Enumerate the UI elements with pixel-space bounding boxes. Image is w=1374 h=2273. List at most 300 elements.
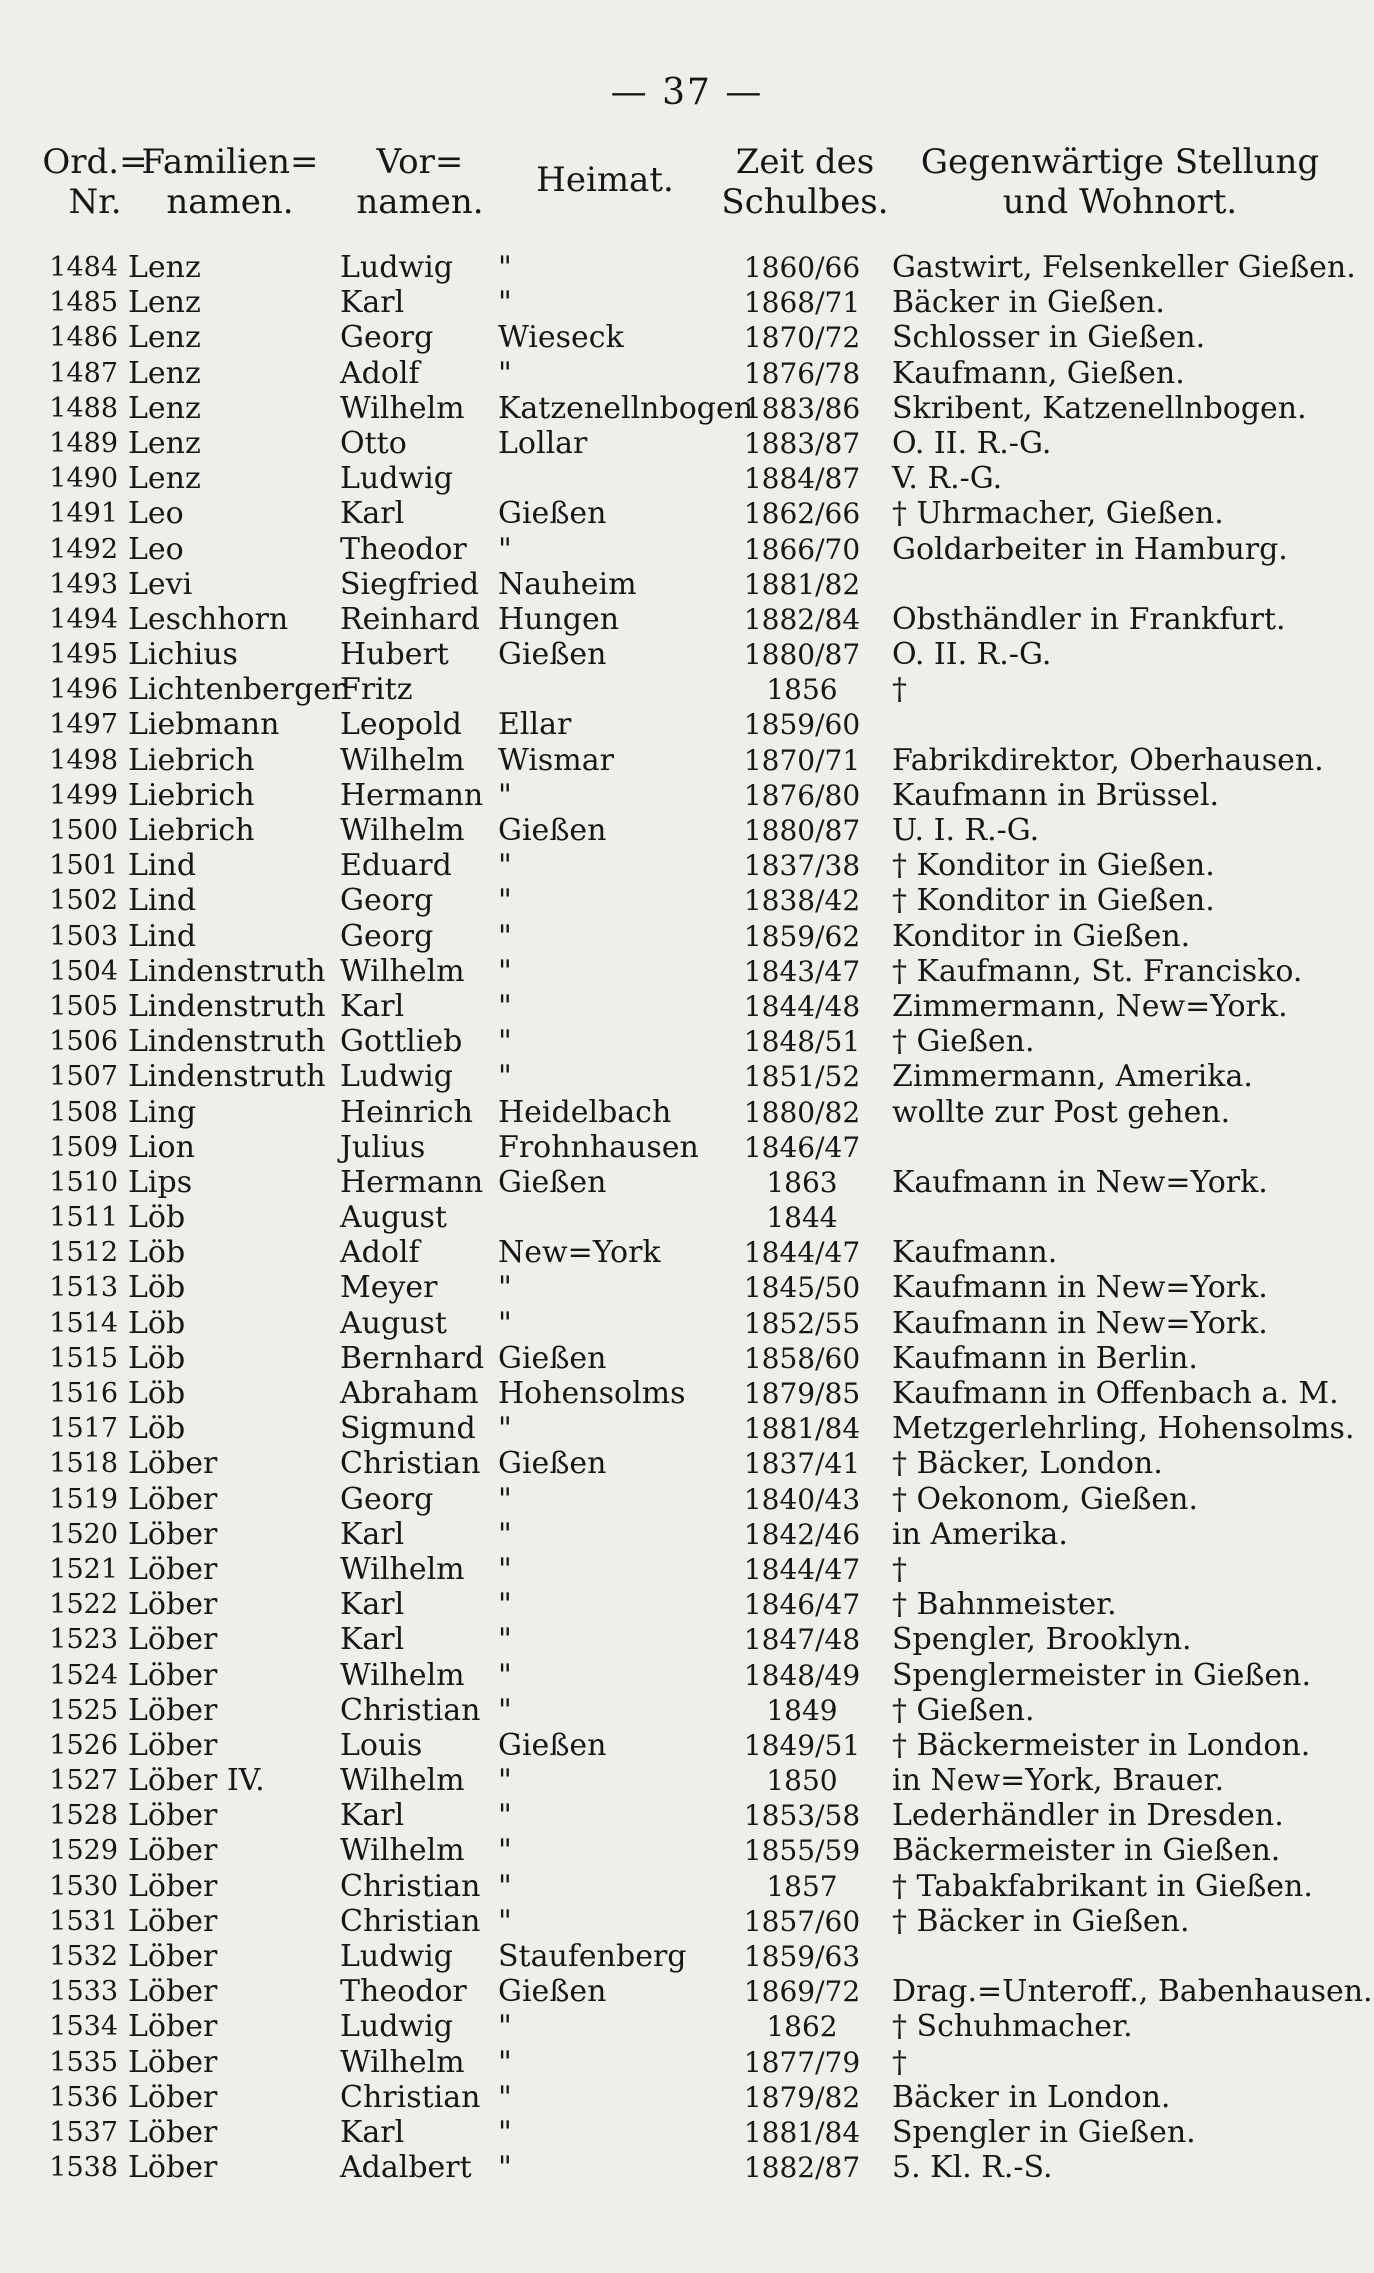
row-stellung: Drag.=Unteroff., Babenhausen. <box>892 1974 1373 2010</box>
table-row <box>0 1833 1374 1868</box>
row-heimat: " <box>498 1868 512 1904</box>
row-stellung: 5. Kl. R.-S. <box>892 2150 1053 2186</box>
table-row <box>0 1306 1374 1341</box>
row-stellung: Skribent, Katzenellnbogen. <box>892 390 1307 426</box>
row-number: 1533 <box>49 1976 118 2008</box>
table-row <box>0 1552 1374 1587</box>
row-vorname: Georg <box>340 918 434 954</box>
row-familienname: Löber <box>128 1868 218 1904</box>
row-zeit: 1842/46 <box>743 1517 861 1551</box>
row-vorname: Ludwig <box>340 2009 453 2045</box>
table-row <box>0 1728 1374 1763</box>
row-vorname: Wilhelm <box>340 1657 465 1693</box>
table-row <box>0 672 1374 707</box>
row-heimat: Ellar <box>498 707 572 743</box>
row-vorname: Karl <box>340 285 405 321</box>
row-familienname: Löb <box>128 1305 186 1341</box>
row-familienname: Lichius <box>128 637 238 673</box>
row-stellung: Spengler, Brooklyn. <box>892 1622 1192 1658</box>
table-row <box>0 2045 1374 2080</box>
row-heimat: Heidelbach <box>498 1094 672 1130</box>
row-vorname: Adolf <box>340 355 420 391</box>
row-familienname: Löb <box>128 1270 186 1306</box>
row-familienname: Löber <box>128 1974 218 2010</box>
row-number: 1491 <box>49 498 118 530</box>
row-zeit: 1845/50 <box>743 1271 861 1305</box>
row-zeit: 1884/87 <box>743 462 861 496</box>
table-row <box>0 883 1374 918</box>
row-number: 1499 <box>49 779 118 811</box>
row-familienname: Lenz <box>128 320 201 356</box>
row-heimat: " <box>498 1657 512 1693</box>
row-heimat: Gießen <box>498 1446 607 1482</box>
row-familienname: Lips <box>128 1164 193 1200</box>
row-heimat: " <box>498 2114 512 2150</box>
table-row <box>0 743 1374 778</box>
row-zeit: 1850 <box>766 1764 838 1798</box>
row-heimat: New=York <box>498 1235 661 1271</box>
row-zeit: 1859/63 <box>743 1940 861 1973</box>
row-heimat: " <box>498 1305 512 1341</box>
row-vorname: Ludwig <box>340 1059 453 1095</box>
table-row <box>0 1693 1374 1728</box>
row-familienname: Lind <box>128 918 197 954</box>
row-vorname: Leopold <box>340 707 462 743</box>
row-number: 1488 <box>49 392 118 424</box>
row-familienname: Löber <box>128 1516 218 1552</box>
row-zeit: 1880/87 <box>743 814 861 847</box>
table-row <box>0 320 1374 355</box>
row-vorname: Karl <box>340 496 405 532</box>
row-heimat: " <box>498 1587 512 1623</box>
row-zeit: 1838/42 <box>743 884 861 918</box>
row-vorname: Adolf <box>340 1235 420 1271</box>
row-number: 1500 <box>49 815 118 846</box>
table-row <box>0 2150 1374 2185</box>
row-number: 1504 <box>49 955 118 987</box>
row-heimat: Lollar <box>498 425 588 461</box>
row-heimat: " <box>498 1903 512 1939</box>
row-zeit: 1879/82 <box>743 2080 861 2114</box>
row-number: 1514 <box>49 1307 118 1339</box>
row-number: 1494 <box>49 603 118 635</box>
row-stellung: in Amerika. <box>892 1516 1068 1552</box>
row-zeit: 1852/55 <box>743 1306 861 1340</box>
row-zeit: 1876/78 <box>743 356 861 390</box>
row-heimat: Hohensolms <box>498 1376 686 1411</box>
row-zeit: 1879/85 <box>743 1377 861 1410</box>
row-heimat: Gießen <box>498 813 607 848</box>
row-number: 1487 <box>49 357 118 389</box>
row-familienname: Lenz <box>128 461 201 497</box>
row-zeit: 1862 <box>766 2010 838 2044</box>
table-row <box>0 496 1374 531</box>
row-stellung: Kaufmann in New=York. <box>892 1270 1268 1306</box>
row-zeit: 1844/48 <box>743 989 861 1023</box>
row-vorname: Georg <box>340 883 434 919</box>
row-stellung: Kaufmann in New=York. <box>892 1164 1268 1200</box>
row-vorname: Otto <box>340 425 407 461</box>
table-row <box>0 1270 1374 1305</box>
row-familienname: Löber <box>128 2114 218 2150</box>
row-zeit: 1863 <box>766 1165 838 1199</box>
table-row <box>0 778 1374 813</box>
row-heimat: " <box>498 848 512 884</box>
row-zeit: 1881/84 <box>743 1412 861 1446</box>
row-familienname: Lind <box>128 848 197 884</box>
row-familienname: Löber <box>128 1551 218 1587</box>
row-vorname: Christian <box>340 1446 481 1482</box>
row-number: 1519 <box>49 1483 118 1515</box>
header-ord-nr: Ord.= Nr. <box>42 142 148 222</box>
row-number: 1495 <box>49 639 118 671</box>
row-number: 1492 <box>49 533 118 565</box>
row-familienname: Löber <box>128 1446 218 1482</box>
table-row <box>0 1446 1374 1481</box>
row-stellung: † Gießen. <box>892 1024 1035 1060</box>
row-stellung: † Bäcker, London. <box>892 1446 1163 1482</box>
row-zeit: 1880/82 <box>743 1095 861 1129</box>
row-heimat: Gießen <box>498 496 607 532</box>
row-number: 1534 <box>49 2011 118 2043</box>
row-stellung: Spenglermeister in Gießen. <box>892 1657 1312 1693</box>
table-row <box>0 637 1374 672</box>
row-heimat: " <box>498 988 512 1024</box>
row-familienname: Lion <box>128 1129 195 1165</box>
row-zeit: 1849/51 <box>743 1728 861 1762</box>
row-number: 1501 <box>49 850 118 882</box>
row-stellung: † Konditor in Gießen. <box>892 883 1215 919</box>
table-row <box>0 1869 1374 1904</box>
row-stellung: Konditor in Gießen. <box>892 918 1191 954</box>
row-number: 1493 <box>49 568 118 600</box>
row-heimat: Nauheim <box>498 566 637 602</box>
row-vorname: Adalbert <box>340 2150 472 2186</box>
row-stellung: O. II. R.-G. <box>892 425 1052 461</box>
row-vorname: Heinrich <box>340 1094 473 1130</box>
row-number: 1498 <box>49 744 118 776</box>
row-zeit: 1882/87 <box>743 2151 861 2185</box>
row-vorname: August <box>340 1200 447 1236</box>
row-familienname: Liebrich <box>128 813 255 848</box>
row-number: 1535 <box>49 2046 118 2078</box>
row-stellung: † Oekonom, Gießen. <box>892 1481 1198 1517</box>
row-vorname: Wilhelm <box>340 813 465 848</box>
row-vorname: Georg <box>340 320 434 356</box>
row-familienname: Liebrich <box>128 777 255 813</box>
row-zeit: 1859/60 <box>743 708 861 742</box>
row-vorname: Karl <box>340 1587 405 1623</box>
register-table <box>0 250 1374 2185</box>
row-heimat: " <box>498 285 512 321</box>
row-number: 1518 <box>49 1448 118 1480</box>
row-stellung: Kaufmann. <box>892 1235 1058 1271</box>
row-number: 1486 <box>49 322 118 354</box>
row-familienname: Liebmann <box>128 707 280 743</box>
row-heimat: " <box>498 1411 512 1447</box>
table-row <box>0 567 1374 602</box>
row-stellung: Zimmermann, Amerika. <box>892 1059 1253 1095</box>
table-row <box>0 813 1374 848</box>
row-stellung: Zimmermann, New=York. <box>892 988 1288 1024</box>
row-heimat: " <box>498 1481 512 1517</box>
table-row <box>0 1165 1374 1200</box>
row-zeit: 1837/38 <box>743 849 861 883</box>
row-number: 1526 <box>49 1729 118 1761</box>
row-stellung: Kaufmann in Offenbach a. M. <box>892 1376 1339 1411</box>
row-vorname: Georg <box>340 1481 434 1517</box>
row-vorname: Siegfried <box>340 566 480 602</box>
table-row <box>0 848 1374 883</box>
row-stellung: Kaufmann in New=York. <box>892 1305 1268 1341</box>
table-row <box>0 1341 1374 1376</box>
table-row <box>0 1622 1374 1657</box>
row-heimat: Gießen <box>498 1727 607 1763</box>
row-heimat: " <box>498 531 512 567</box>
row-zeit: 1844/47 <box>743 1236 861 1270</box>
row-familienname: Lindenstruth <box>128 1059 326 1095</box>
row-stellung: † <box>892 2044 907 2080</box>
header-stellung: Gegenwärtige Stellung und Wohnort. <box>920 142 1320 222</box>
row-number: 1505 <box>49 990 118 1022</box>
row-familienname: Löber <box>128 2009 218 2045</box>
row-heimat: Wismar <box>498 742 614 778</box>
row-familienname: Löber <box>128 1727 218 1763</box>
header-familienname: Familien= namen. <box>141 142 319 222</box>
row-number: 1511 <box>49 1202 118 1234</box>
table-row <box>0 532 1374 567</box>
row-vorname: Wilhelm <box>340 390 465 426</box>
row-vorname: Sigmund <box>340 1411 476 1447</box>
row-heimat: " <box>498 1798 512 1834</box>
row-stellung: V. R.-G. <box>892 461 1003 497</box>
table-row <box>0 1235 1374 1270</box>
row-zeit: 1870/72 <box>743 321 861 355</box>
row-number: 1506 <box>49 1026 118 1058</box>
table-row <box>0 1059 1374 1094</box>
row-heimat: " <box>498 1024 512 1060</box>
row-familienname: Lindenstruth <box>128 1024 326 1060</box>
row-vorname: Hubert <box>340 637 449 673</box>
row-zeit: 1843/47 <box>743 954 861 988</box>
row-stellung: † Gießen. <box>892 1692 1035 1728</box>
row-stellung: Kaufmann in Brüssel. <box>892 777 1220 813</box>
row-stellung: Kaufmann in Berlin. <box>892 1340 1198 1376</box>
row-heimat: " <box>498 2079 512 2115</box>
row-number: 1503 <box>49 920 118 952</box>
row-familienname: Löber <box>128 1622 218 1658</box>
row-zeit: 1857/60 <box>743 1904 861 1938</box>
row-heimat: " <box>498 250 512 285</box>
table-row <box>0 2009 1374 2044</box>
row-stellung: Schlosser in Gießen. <box>892 320 1206 356</box>
row-stellung: Bäcker in Gießen. <box>892 285 1165 321</box>
row-stellung: in New=York, Brauer. <box>892 1763 1225 1799</box>
row-number: 1531 <box>49 1905 118 1937</box>
table-row <box>0 285 1374 320</box>
row-number: 1530 <box>49 1870 118 1902</box>
row-heimat: " <box>498 1059 512 1095</box>
row-vorname: Hermann <box>340 777 484 813</box>
row-stellung: † <box>892 1551 907 1587</box>
row-vorname: Reinhard <box>340 601 481 637</box>
row-number: 1497 <box>49 709 118 741</box>
row-familienname: Löber <box>128 2079 218 2115</box>
row-familienname: Liebrich <box>128 742 255 778</box>
row-zeit: 1866/70 <box>743 532 861 566</box>
row-familienname: Lindenstruth <box>128 988 326 1024</box>
row-heimat: " <box>498 1833 512 1869</box>
header-vorname: Vor= namen. <box>356 142 484 222</box>
table-row <box>0 919 1374 954</box>
row-zeit: 1848/49 <box>743 1658 861 1692</box>
row-number: 1517 <box>49 1413 118 1445</box>
row-heimat: Hungen <box>498 601 620 637</box>
row-zeit: 1860/66 <box>743 251 861 284</box>
row-zeit: 1869/72 <box>743 1975 861 2009</box>
row-zeit: 1883/86 <box>743 391 861 425</box>
row-zeit: 1881/84 <box>743 2115 861 2149</box>
row-stellung: Gastwirt, Felsenkeller Gießen. <box>892 250 1356 285</box>
row-heimat: Gießen <box>498 1974 607 2010</box>
row-heimat: Gießen <box>498 1340 607 1376</box>
table-row <box>0 250 1374 285</box>
row-familienname: Löber IV. <box>128 1763 265 1799</box>
header-zeit: Zeit des Schulbes. <box>721 142 889 222</box>
row-vorname: Christian <box>340 1868 481 1904</box>
row-vorname: Wilhelm <box>340 742 465 778</box>
row-number: 1522 <box>49 1589 118 1621</box>
row-stellung: † Tabakfabrikant in Gießen. <box>892 1868 1313 1904</box>
row-vorname: Abraham <box>340 1376 479 1411</box>
table-row <box>0 1939 1374 1974</box>
row-heimat: " <box>498 2044 512 2080</box>
row-stellung: † Konditor in Gießen. <box>892 848 1215 884</box>
row-vorname: Karl <box>340 2114 405 2150</box>
row-familienname: Levi <box>128 566 193 602</box>
row-vorname: Wilhelm <box>340 1833 465 1869</box>
row-zeit: 1876/80 <box>743 778 861 812</box>
table-row <box>0 1517 1374 1552</box>
row-zeit: 1844/47 <box>743 1552 861 1586</box>
row-number: 1537 <box>49 2116 118 2148</box>
row-familienname: Löber <box>128 2150 218 2186</box>
row-zeit: 1837/41 <box>743 1447 861 1481</box>
row-number: 1524 <box>49 1659 118 1691</box>
table-row <box>0 602 1374 637</box>
row-zeit: 1880/87 <box>743 638 861 672</box>
row-stellung: † Uhrmacher, Gießen. <box>892 496 1224 532</box>
row-familienname: Ling <box>128 1094 197 1130</box>
row-number: 1516 <box>49 1378 118 1409</box>
row-familienname: Löber <box>128 1481 218 1517</box>
row-familienname: Löber <box>128 1692 218 1728</box>
row-number: 1490 <box>49 463 118 495</box>
row-stellung: † <box>892 672 907 708</box>
row-familienname: Löb <box>128 1376 186 1411</box>
row-zeit: 1844 <box>766 1201 838 1235</box>
row-stellung: Fabrikdirektor, Oberhausen. <box>892 742 1324 778</box>
row-heimat: " <box>498 953 512 989</box>
table-row <box>0 1200 1374 1235</box>
row-zeit: 1853/58 <box>743 1799 861 1833</box>
row-vorname: Ludwig <box>340 250 453 285</box>
row-zeit: 1846/47 <box>743 1130 861 1164</box>
row-heimat: " <box>498 1622 512 1658</box>
row-heimat: " <box>498 1763 512 1799</box>
row-zeit: 1851/52 <box>743 1060 861 1094</box>
row-stellung: Bäckermeister in Gießen. <box>892 1833 1281 1869</box>
row-vorname: Wilhelm <box>340 1763 465 1799</box>
row-familienname: Löber <box>128 1657 218 1693</box>
row-heimat: Frohnhausen <box>498 1129 699 1165</box>
row-heimat: " <box>498 1270 512 1306</box>
row-zeit: 1859/62 <box>743 919 861 953</box>
table-row <box>0 1658 1374 1693</box>
row-vorname: Karl <box>340 1622 405 1658</box>
table-row <box>0 426 1374 461</box>
row-stellung: † Bäckermeister in London. <box>892 1727 1311 1763</box>
table-row <box>0 1587 1374 1622</box>
row-heimat: " <box>498 1551 512 1587</box>
row-heimat: " <box>498 355 512 391</box>
row-number: 1512 <box>49 1237 118 1269</box>
row-number: 1508 <box>49 1096 118 1128</box>
row-zeit: 1882/84 <box>743 602 861 636</box>
row-familienname: Lind <box>128 883 197 919</box>
row-familienname: Löber <box>128 1587 218 1623</box>
row-heimat: " <box>498 2009 512 2045</box>
row-familienname: Lichtenberger <box>128 672 346 708</box>
table-row <box>0 954 1374 989</box>
table-row <box>0 1376 1374 1411</box>
row-number: 1527 <box>49 1765 118 1797</box>
row-number: 1528 <box>49 1800 118 1832</box>
row-number: 1515 <box>49 1342 118 1374</box>
row-zeit: 1883/87 <box>743 426 861 460</box>
page-number: — 37 — <box>610 72 764 113</box>
header-heimat: Heimat. <box>536 160 674 200</box>
row-zeit: 1849 <box>766 1693 838 1727</box>
row-stellung: Metzgerlehrling, Hohensolms. <box>892 1411 1355 1447</box>
row-number: 1509 <box>49 1131 118 1163</box>
row-stellung: † Bäcker in Gießen. <box>892 1903 1190 1939</box>
row-vorname: Christian <box>340 1903 481 1939</box>
row-familienname: Lenz <box>128 355 201 391</box>
row-familienname: Löb <box>128 1200 186 1236</box>
row-familienname: Lenz <box>128 285 201 321</box>
table-row <box>0 391 1374 426</box>
row-zeit: 1881/82 <box>743 567 861 601</box>
row-vorname: Fritz <box>340 672 413 708</box>
row-familienname: Löb <box>128 1235 186 1271</box>
row-familienname: Löber <box>128 1833 218 1869</box>
row-zeit: 1848/51 <box>743 1025 861 1059</box>
row-zeit: 1877/79 <box>743 2045 861 2079</box>
row-heimat: Gießen <box>498 1164 607 1200</box>
row-vorname: Wilhelm <box>340 1551 465 1587</box>
row-vorname: Karl <box>340 1516 405 1552</box>
row-zeit: 1847/48 <box>743 1623 861 1657</box>
table-row <box>0 989 1374 1024</box>
row-vorname: Ludwig <box>340 461 453 497</box>
table-row <box>0 2080 1374 2115</box>
row-familienname: Leschhorn <box>128 601 289 637</box>
row-familienname: Leo <box>128 531 184 567</box>
row-heimat: Gießen <box>498 637 607 673</box>
row-stellung: wollte zur Post gehen. <box>892 1094 1231 1130</box>
row-heimat: Katzenellnbogen <box>498 390 754 426</box>
